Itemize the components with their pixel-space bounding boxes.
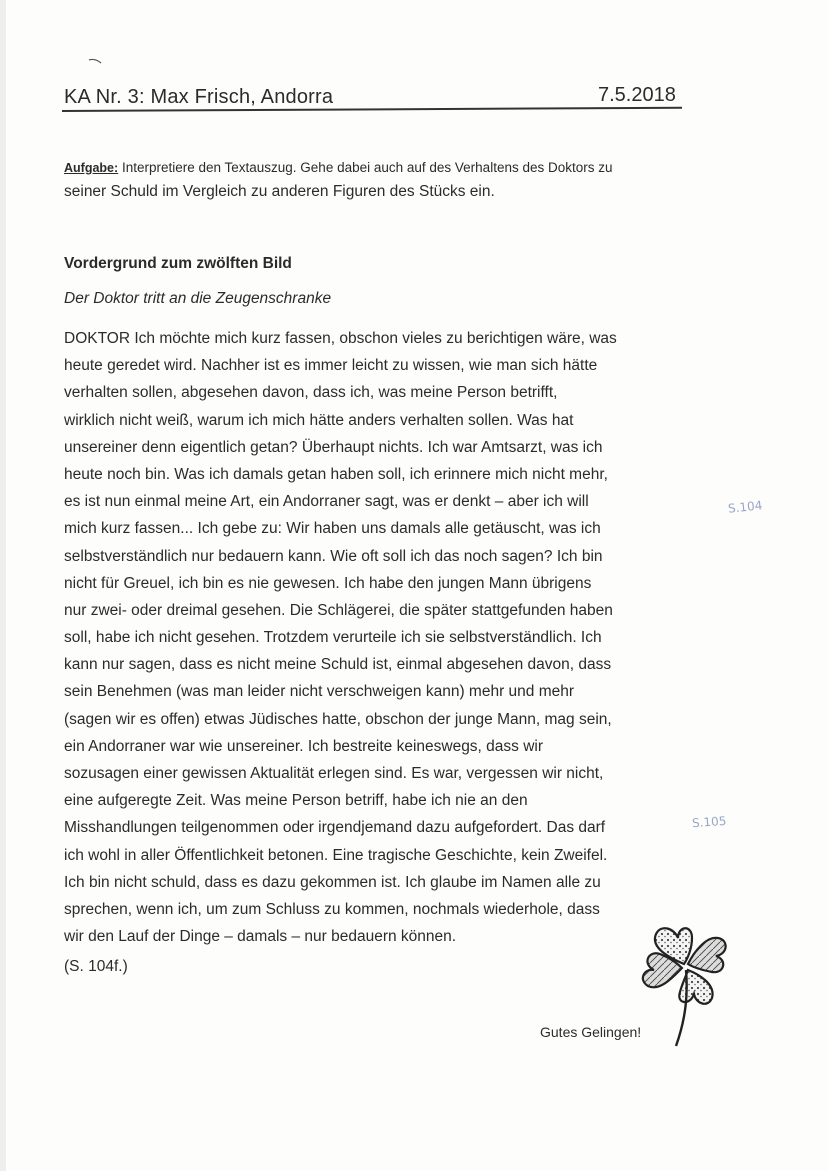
passage-line: heute noch bin. Was ich damals getan haben soll, ich erinnere mich nicht mehr, xyxy=(64,465,608,483)
passage-text xyxy=(64,325,724,950)
passage-line: nicht für Greuel, ich bin es nie gewesen. Ich habe den jungen Mann übrigens xyxy=(64,574,592,592)
passage-line: verhalten sollen, abgesehen davon, dass ich, was meine Person betrifft, xyxy=(64,384,558,402)
passage-line: wir den Lauf der Dinge – damals – nur bedauern können. xyxy=(64,928,457,946)
task-text-line-1: Interpretiere den Textauszug. Gehe dabei auch auf des Verhaltens des Doktors zu xyxy=(121,160,613,175)
passage-line: sprechen, wenn ich, um zum Schluss zu kommen, nochmals wiederhole, dass xyxy=(64,900,600,918)
page-citation: (S. 104f.) xyxy=(64,958,128,975)
passage-line: sozusagen einer gewissen Aktualität erlegen sind. Es war, vergessen wir nicht, xyxy=(64,765,604,782)
margin-note: S.105 xyxy=(691,813,727,831)
passage-line: ich wohl in aller Öffentlichkeit betonen. Eine tragische Geschichte, kein Zweifel. xyxy=(64,846,608,864)
passage-line: DOKTOR Ich möchte mich kurz fassen, obschon vieles zu berichtigen wäre, was xyxy=(64,330,617,347)
passage-line: wirklich nicht weiß, warum ich mich hätte anders verhalten sollen. Was hat xyxy=(64,411,574,429)
pen-mark xyxy=(88,58,102,64)
passage-line: Ich bin nicht schuld, dass es dazu gekommen ist. Ich glaube im Namen alle zu xyxy=(64,873,601,891)
passage-line: es ist nun einmal meine Art, ein Andorraner sagt, was er denkt – aber ich will xyxy=(64,493,589,511)
passage-line: (sagen wir es offen) etwas Jüdisches hatte, obschon der junge Mann, mag sein, xyxy=(64,710,612,728)
section-heading: Vordergrund zum zwölften Bild xyxy=(64,255,292,272)
four-leaf-clover-icon xyxy=(636,914,736,1054)
task-block xyxy=(64,156,704,204)
exam-title: KA Nr. 3: Max Frisch, Andorra xyxy=(64,86,334,108)
task-text-line-2: seiner Schuld im Vergleich zu anderen Figuren des Stücks ein. xyxy=(64,183,495,200)
closing-note: Gutes Gelingen! xyxy=(540,1024,642,1040)
passage-line: ein Andorraner war wie unsereiner. Ich bestreite keineswegs, dass wir xyxy=(64,737,544,755)
passage-line: unsereiner denn eigentlich getan? Überhaupt nichts. Ich war Amtsarzt, was ich xyxy=(64,438,603,456)
passage-line: kann nur sagen, dass es nicht meine Schuld ist, einmal abgesehen davon, dass xyxy=(64,656,612,674)
stage-direction: Der Doktor tritt an die Zeugenschranke xyxy=(64,290,332,307)
passage-line: nur zwei- oder dreimal gesehen. Die Schlägerei, die später stattgefunden haben xyxy=(64,601,613,619)
passage-line: soll, habe ich nicht gesehen. Trotzdem verurteile ich sie selbstverständlich. Ich xyxy=(64,629,602,647)
task-label: Aufgabe: xyxy=(64,161,119,175)
passage-line: selbstverständlich nur bedauern kann. Wie oft soll ich das noch sagen? Ich bin xyxy=(64,547,603,565)
passage-line: Misshandlungen teilgenommen oder irgendjemand dazu aufgefordert. Das darf xyxy=(64,819,606,837)
margin-note: S.104 xyxy=(727,498,763,516)
passage-line: eine aufgeregte Zeit. Was meine Person betriff, habe ich nie an den xyxy=(64,792,528,810)
exam-date: 7.5.2018 xyxy=(598,84,676,106)
passage-line: mich kurz fassen... Ich gebe zu: Wir haben uns damals alle getäuscht, was ich xyxy=(64,520,601,538)
passage-line: heute geredet wird. Nachher ist es immer leicht zu wissen, wie man sich hätte xyxy=(64,357,598,375)
scan-edge xyxy=(0,0,6,1171)
passage-line: sein Benehmen (was man leider nicht verschweigen kann) mehr und mehr xyxy=(64,683,575,701)
